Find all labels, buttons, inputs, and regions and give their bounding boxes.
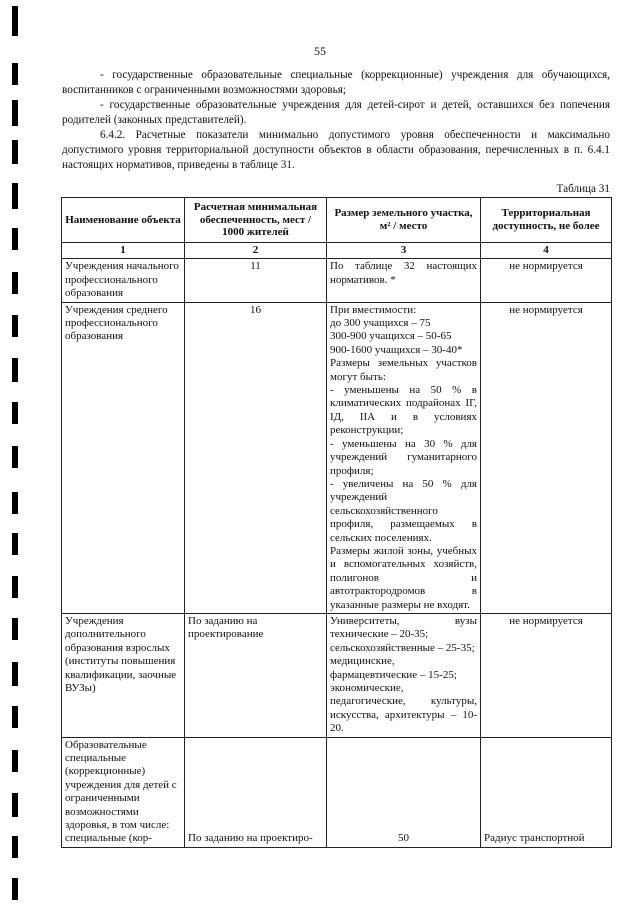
binding-mark <box>12 492 18 514</box>
binding-mark <box>12 358 18 382</box>
column-number-row <box>62 243 612 259</box>
land-size-cell: По таблице 32 настоящих нормативов. * <box>327 259 481 302</box>
binding-mark <box>12 63 18 85</box>
accessibility-cell: не нормируется <box>481 302 612 613</box>
paragraph-special-institutions: - государственные образовательные специальные (коррекционные) учреждения для обучающихся, воспитанников с ограниченными возможностями здоровья; <box>62 69 610 96</box>
binding-mark <box>12 706 18 728</box>
accessibility-cell: Радиус транспортной <box>481 737 612 847</box>
binding-mark <box>12 793 18 817</box>
binding-mark <box>12 315 18 337</box>
table-caption: Таблица 31 <box>556 183 610 195</box>
header-accessibility: Территориальная доступность, не более <box>481 198 612 243</box>
column-number: 3 <box>327 243 481 259</box>
binding-mark <box>12 533 18 555</box>
capacity-cell: 16 <box>185 302 327 613</box>
object-name-cell: Учреждения дополнительного образования взрослых (институты повышения квалификации, заочные ВУЗы) <box>62 613 185 737</box>
header-land-size: Размер земельного участка, м² / место <box>327 198 481 243</box>
table-row <box>62 613 612 737</box>
binding-mark <box>12 272 18 294</box>
binding-mark <box>12 576 18 598</box>
object-name-cell: Учреждения начального профессионального образования <box>62 259 185 302</box>
column-number: 2 <box>185 243 327 259</box>
binding-mark <box>12 618 18 640</box>
paragraph-6-4-2: 6.4.2. Расчетные показатели минимально допустимого уровня обеспеченности и максимально допустимого уровня территориальной доступности объектов в области образования, перечисленных в п. 6.4.1 настоящих нормативов, приведены в таблице 31. <box>62 129 610 171</box>
land-size-cell: Университеты, вузы технические – 20-35; сельскохозяйственные – 25-35; медицинские, фармацевтические – 15-25; экономические, педагогические, культуры, искусства, архитектуры – 10-20. <box>327 613 481 737</box>
accessibility-cell: не нормируется <box>481 613 612 737</box>
binding-mark <box>12 836 18 858</box>
binding-mark <box>12 662 18 686</box>
binding-mark <box>12 878 18 900</box>
column-number: 1 <box>62 243 185 259</box>
column-number: 4 <box>481 243 612 259</box>
capacity-cell: По заданию на проектиро- <box>185 737 327 847</box>
object-name-cell: Образовательные специальные (коррекционные) учреждения для детей с ограниченными возможностями здоровья, в том числе: специальные (кор- <box>62 737 185 847</box>
land-size-cell: При вместимости: до 300 учащихся – 75 300-900 учащихся – 50-65 900-1600 учащихся – 30-40* Размеры земельных участков могут быть: - уменьшены на 50 % в климатических подрайонах IГ, IД, IIА и в условиях реконструкции; - уменьшены на 30 % для учреждений гуманитарного профиля; - увеличены на 50 % для учреждений сельскохозяйственного профиля, размещаемых в сельских поселениях. Размеры жилой зоны, учебных и вспомогательных хозяйств, полигонов и автотрактородромов в указанные размеры не входят. <box>327 302 481 613</box>
table-row <box>62 737 612 847</box>
header-capacity: Расчетная минимальная обеспеченность, мест / 1000 жителей <box>185 198 327 243</box>
header-object-name: Наименование объекта <box>62 198 185 243</box>
binding-mark <box>12 100 18 126</box>
page-number: 55 <box>314 44 326 58</box>
binding-mark <box>12 446 18 468</box>
binding-mark <box>12 6 18 36</box>
binding-mark <box>12 750 18 772</box>
binding-mark <box>12 183 18 209</box>
capacity-cell: 11 <box>185 259 327 302</box>
education-standards-table <box>61 197 612 848</box>
land-size-cell: 50 <box>327 737 481 847</box>
table-row <box>62 259 612 302</box>
table-header-row <box>62 198 612 243</box>
paragraph-orphan-institutions: - государственные образовательные учреждения для детей-сирот и детей, оставшихся без попечения родителей (законных представителей). <box>62 99 610 126</box>
capacity-cell: По заданию на проектирование <box>185 613 327 737</box>
table-row <box>62 302 612 613</box>
binding-mark <box>12 140 18 164</box>
binding-mark <box>12 228 18 250</box>
binding-mark <box>12 402 18 424</box>
accessibility-cell: не нормируется <box>481 259 612 302</box>
object-name-cell: Учреждения среднего профессионального образования <box>62 302 185 613</box>
